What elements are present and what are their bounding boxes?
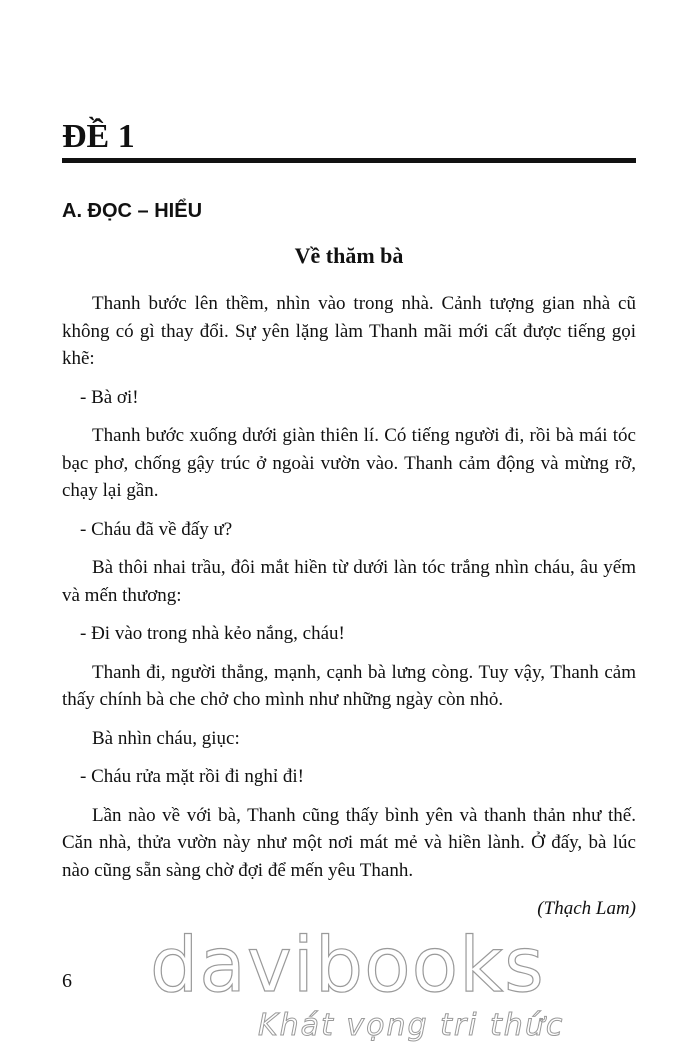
- heading-rule: [62, 158, 636, 163]
- page-number: 6: [62, 970, 72, 992]
- author-credit: (Thạch Lam): [537, 898, 636, 919]
- paragraph: Lần nào về với bà, Thanh cũng thấy bình yên và thanh thản như thế. Căn nhà, thửa vườn này như một nơi mát mẻ và hiền lành. Ở đấy, bà lúc nào cũng sẵn sàng chờ đợi để mến yêu Thanh.: [62, 804, 636, 881]
- watermark-tagline: Khát vọng tri thức: [258, 1008, 565, 1043]
- paragraph: Thanh đi, người thẳng, mạnh, cạnh bà lưng còng. Tuy vậy, Thanh cảm thấy chính bà che chở cho mình như những ngày còn nhỏ.: [62, 661, 636, 710]
- dialog-line: - Cháu rửa mặt rồi đi nghỉ đi!: [80, 766, 305, 787]
- story-body: [62, 290, 636, 934]
- dialog-line: - Bà ơi!: [80, 386, 139, 408]
- section-title: A. ĐỌC – HIỂU: [62, 200, 203, 222]
- paragraph: Thanh bước xuống dưới giàn thiên lí. Có tiếng người đi, rồi bà mái tóc bạc phơ, chống gậy trúc ở ngoài vườn vào. Thanh cảm động và mừng rỡ, chạy lại gần.: [62, 425, 636, 501]
- paragraph: Bà thôi nhai trầu, đôi mắt hiền từ dưới làn tóc trắng nhìn cháu, âu yếm và mến thương:: [62, 557, 636, 606]
- watermark-brand: davibooks: [150, 920, 545, 1009]
- exam-heading: ĐỀ 1: [62, 118, 135, 155]
- dialog-line: - Cháu đã về đấy ư?: [80, 518, 233, 540]
- dialog-line: - Đi vào trong nhà kẻo nắng, cháu!: [80, 623, 345, 644]
- paragraph: Bà nhìn cháu, giục:: [92, 727, 240, 749]
- paragraph: Thanh bước lên thềm, nhìn vào trong nhà. Cảnh tượng gian nhà cũ không có gì thay đổi. Sự yên lặng làm Thanh mãi mới cất được tiếng gọi khẽ:: [62, 293, 636, 369]
- story-title: Về thăm bà: [294, 243, 404, 268]
